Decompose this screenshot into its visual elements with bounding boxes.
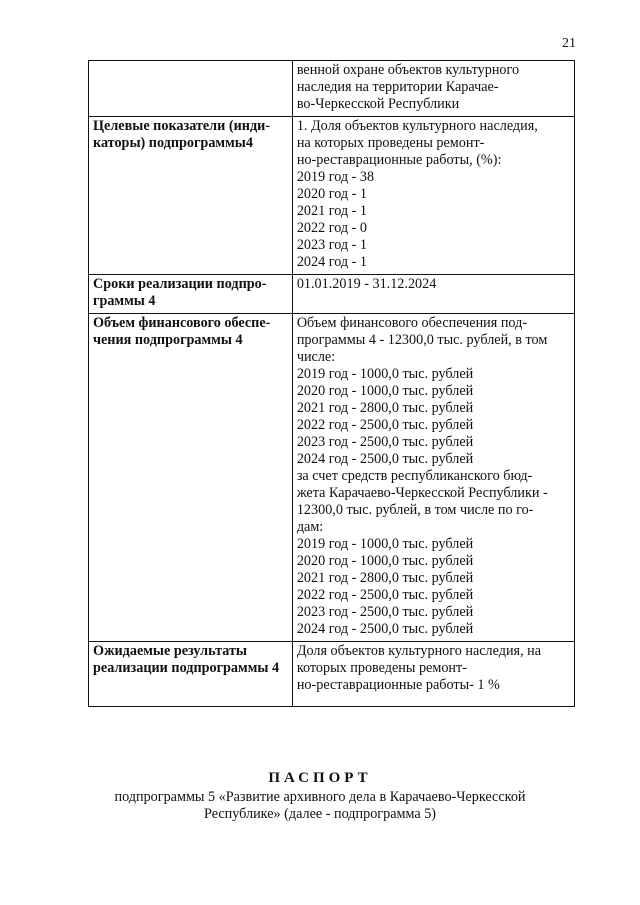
row-value-line: 2019 год - 38: [296, 169, 375, 185]
row-value-line: числе:: [296, 349, 336, 365]
passport-row: [89, 314, 575, 642]
row-value-line: 2021 год - 1: [296, 203, 368, 219]
row-label-line: реализации подпрограммы 4: [93, 660, 280, 676]
row-value-line: 1. Доля объектов культурного наследия,: [296, 118, 538, 134]
passport-subtitle-line: Республике» (далее - подпрограмма 5): [203, 806, 437, 822]
row-value-line: Объем финансового обеспечения под-: [296, 315, 528, 331]
row-value-line: дам:: [296, 519, 324, 535]
row-value-cell: [292, 314, 574, 642]
passport-row: [89, 117, 575, 275]
row-label-cell: [89, 314, 293, 642]
row-value-line: 2022 год - 2500,0 тыс. рублей: [296, 417, 474, 433]
row-value-cell: [292, 275, 574, 314]
row-label-line: граммы 4: [93, 293, 156, 309]
row-label-line: Объем финансового обеспе-: [93, 315, 271, 331]
row-label-cell: [89, 117, 293, 275]
row-label-cell: [89, 275, 293, 314]
row-value-line: на которых проведены ремонт-: [296, 135, 485, 151]
row-value-line: 2024 год - 2500,0 тыс. рублей: [296, 451, 474, 467]
row-value-line: которых проведены ремонт-: [296, 660, 467, 676]
row-label-line: каторы) подпрограммы4: [93, 135, 253, 151]
row-value-line: жета Карачаево-Черкесской Республики -: [296, 485, 548, 501]
row-value-line: 2024 год - 1: [296, 254, 368, 270]
row-value-line: за счет средств республиканского бюд-: [296, 468, 533, 484]
row-value-line: но-реставрационные работы- 1 %: [296, 677, 500, 693]
passport-row: [89, 61, 575, 117]
footer-passport-heading: [0, 770, 640, 823]
row-value-line: программы 4 - 12300,0 тыс. рублей, в том: [296, 332, 548, 348]
row-label-line: Сроки реализации подпро-: [93, 276, 267, 292]
row-value-line: 2023 год - 2500,0 тыс. рублей: [296, 434, 474, 450]
row-value-line: 2023 год - 1: [296, 237, 368, 253]
row-value-line: Доля объектов культурного наследия, на: [296, 643, 542, 659]
passport-table-body: [89, 61, 575, 707]
passport-table: [88, 60, 575, 707]
row-value-line: 2020 год - 1: [296, 186, 368, 202]
row-value-cell: [292, 61, 574, 117]
row-label-line: Ожидаемые результаты: [93, 643, 247, 659]
row-value-line: 12300,0 тыс. рублей, в том числе по го-: [296, 502, 534, 518]
passport-title: ПАСПОРТ: [268, 770, 372, 786]
row-value-line: 2020 год - 1000,0 тыс. рублей: [296, 383, 474, 399]
page-number: 21: [562, 36, 576, 51]
row-value-line: 2022 год - 2500,0 тыс. рублей: [296, 587, 474, 603]
row-value-line: 01.01.2019 - 31.12.2024: [296, 276, 437, 292]
row-value-line: но-реставрационные работы, (%):: [296, 152, 502, 168]
row-value-line: 2020 год - 1000,0 тыс. рублей: [296, 553, 474, 569]
row-value-line: 2019 год - 1000,0 тыс. рублей: [296, 366, 474, 382]
row-label-cell: [89, 642, 293, 707]
row-value-line: во-Черкесской Республики: [296, 96, 460, 112]
row-value-line: 2021 год - 2800,0 тыс. рублей: [296, 400, 474, 416]
passport-row: [89, 642, 575, 707]
row-value-line: 2021 год - 2800,0 тыс. рублей: [296, 570, 474, 586]
row-label-line: Целевые показатели (инди-: [93, 118, 271, 134]
row-value-line: наследия на территории Карачае-: [296, 79, 499, 95]
row-value-line: 2024 год - 2500,0 тыс. рублей: [296, 621, 474, 637]
row-value-line: венной охране объектов культурного: [296, 62, 520, 78]
row-label-line: чения подпрограммы 4: [93, 332, 243, 348]
row-value-line: 2019 год - 1000,0 тыс. рублей: [296, 536, 474, 552]
row-label-cell: [89, 61, 293, 117]
passport-row: [89, 275, 575, 314]
row-value-cell: [292, 117, 574, 275]
row-value-line: 2022 год - 0: [296, 220, 368, 236]
passport-subtitle-line: подпрограммы 5 «Развитие архивного дела в Карачаево-Черкесской: [114, 789, 526, 805]
row-value-line: 2023 год - 2500,0 тыс. рублей: [296, 604, 474, 620]
row-value-cell: [292, 642, 574, 707]
